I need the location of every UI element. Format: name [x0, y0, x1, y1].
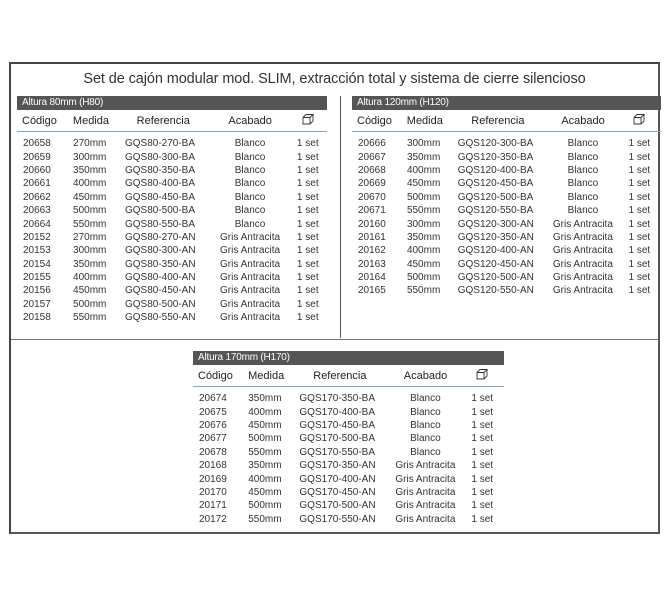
page-title: Set de cajón modular mod. SLIM, extracción total y sistema de cierre silencioso — [83, 71, 586, 87]
cell-cantidad: 1 set — [296, 151, 319, 163]
cell-codigo: 20674 — [199, 393, 227, 405]
cell-cantidad: 1 set — [296, 178, 319, 190]
cell-cantidad: 1 set — [471, 406, 494, 418]
cell-medida: 450mm — [248, 419, 282, 431]
cell-codigo: 20663 — [23, 205, 51, 217]
cell-codigo: 20678 — [199, 446, 227, 458]
cell-acabado: Gris Antracita — [220, 312, 281, 324]
cell-medida: 450mm — [406, 178, 441, 190]
cell-medida: 550mm — [406, 205, 441, 217]
column-header-codigo: Código — [198, 369, 233, 382]
cell-cantidad: 1 set — [471, 513, 494, 525]
table-column-headers — [352, 110, 661, 132]
cell-medida: 400mm — [248, 406, 282, 418]
cell-acabado: Blanco — [234, 191, 266, 203]
cell-medida: 550mm — [248, 446, 282, 458]
cell-cantidad: 1 set — [628, 285, 651, 297]
cell-codigo: 20157 — [23, 298, 51, 310]
cell-medida: 500mm — [248, 500, 282, 512]
cell-referencia: GQS120-300-AN — [457, 218, 534, 230]
cell-codigo: 20154 — [23, 258, 51, 270]
cell-referencia: GQS170-450-BA — [299, 419, 376, 431]
cell-cantidad: 1 set — [471, 393, 494, 405]
table-row — [17, 311, 327, 324]
box-icon — [633, 113, 645, 125]
cell-acabado: Gris Antracita — [395, 500, 456, 512]
cell-medida: 550mm — [73, 312, 107, 324]
cell-referencia: GQS80-400-BA — [124, 178, 196, 190]
column-header-codigo: Código — [357, 114, 392, 127]
cell-codigo: 20671 — [358, 205, 386, 217]
box-icon — [302, 113, 314, 125]
cell-medida: 500mm — [406, 272, 441, 284]
cell-acabado: Gris Antracita — [220, 231, 281, 243]
cell-medida: 500mm — [73, 205, 107, 217]
cell-medida: 450mm — [248, 486, 282, 498]
cell-medida: 400mm — [406, 245, 441, 257]
table-row — [17, 298, 327, 311]
cell-acabado: Blanco — [410, 419, 441, 431]
cell-cantidad: 1 set — [296, 205, 319, 217]
cell-acabado: Gris Antracita — [552, 245, 613, 257]
cell-cantidad: 1 set — [628, 205, 651, 217]
cell-cantidad: 1 set — [471, 500, 494, 512]
cell-acabado: Gris Antracita — [552, 285, 613, 297]
table-row — [193, 405, 504, 418]
cell-referencia: GQS120-450-AN — [457, 258, 534, 270]
cell-codigo: 20163 — [358, 258, 386, 270]
cell-codigo: 20155 — [23, 272, 51, 284]
cell-referencia: GQS170-350-BA — [299, 393, 376, 405]
cell-acabado: Blanco — [234, 178, 266, 190]
cell-codigo: 20172 — [199, 513, 227, 525]
cell-acabado: Blanco — [410, 393, 441, 405]
table-row — [17, 137, 327, 150]
cell-codigo: 20676 — [199, 419, 227, 431]
cell-medida: 300mm — [406, 138, 441, 150]
cell-acabado: Gris Antracita — [552, 272, 613, 284]
cell-cantidad: 1 set — [296, 298, 319, 310]
cell-cantidad: 1 set — [471, 486, 494, 498]
table-row — [193, 486, 504, 499]
cell-acabado: Gris Antracita — [395, 513, 456, 525]
cell-codigo: 20170 — [199, 486, 227, 498]
cell-cantidad: 1 set — [296, 245, 319, 257]
table-row — [352, 244, 661, 257]
table-row — [193, 419, 504, 432]
table-row — [352, 258, 661, 271]
cell-cantidad: 1 set — [628, 245, 651, 257]
cell-cantidad: 1 set — [296, 258, 319, 270]
table-row — [193, 432, 504, 445]
cell-codigo: 20659 — [23, 151, 51, 163]
cell-medida: 300mm — [73, 151, 107, 163]
column-header-medida: Medida — [406, 114, 443, 127]
cell-medida: 350mm — [248, 393, 282, 405]
cell-medida: 550mm — [73, 218, 107, 230]
cell-acabado: Blanco — [567, 191, 599, 203]
cell-referencia: GQS120-400-BA — [457, 164, 534, 176]
cell-acabado: Gris Antracita — [220, 258, 281, 270]
cell-cantidad: 1 set — [296, 164, 319, 176]
cell-referencia: GQS80-550-BA — [124, 218, 196, 230]
table-column-headers — [193, 365, 504, 387]
cell-medida: 350mm — [406, 231, 441, 243]
cell-cantidad: 1 set — [628, 272, 651, 284]
cell-codigo: 20156 — [23, 285, 51, 297]
cell-cantidad: 1 set — [628, 258, 651, 270]
table-row — [17, 217, 327, 230]
cell-medida: 270mm — [73, 231, 107, 243]
cell-medida: 500mm — [248, 433, 282, 445]
table-column-headers — [17, 110, 327, 132]
table-h120 — [352, 96, 661, 298]
table-row — [352, 191, 661, 204]
cell-cantidad: 1 set — [628, 231, 651, 243]
cell-cantidad: 1 set — [296, 231, 319, 243]
cell-cantidad: 1 set — [471, 446, 494, 458]
column-header-referencia: Referencia — [471, 114, 525, 127]
cell-cantidad: 1 set — [628, 191, 651, 203]
cell-referencia: GQS80-400-AN — [124, 272, 196, 284]
cell-codigo: 20661 — [23, 178, 51, 190]
cell-referencia: GQS80-300-AN — [124, 245, 196, 257]
cell-acabado: Blanco — [234, 205, 266, 217]
cell-medida: 270mm — [73, 138, 107, 150]
cell-acabado: Blanco — [567, 164, 599, 176]
cell-referencia: GQS170-400-BA — [299, 406, 376, 418]
cell-codigo: 20669 — [358, 178, 386, 190]
cell-acabado: Gris Antracita — [220, 285, 281, 297]
cell-medida: 450mm — [406, 258, 441, 270]
table-row — [193, 446, 504, 459]
table-row — [352, 150, 661, 163]
cell-cantidad: 1 set — [471, 433, 494, 445]
cell-referencia: GQS80-350-AN — [124, 258, 196, 270]
cell-cantidad: 1 set — [471, 460, 494, 472]
column-header-cantidad — [618, 113, 661, 128]
table-row — [17, 191, 327, 204]
cell-cantidad: 1 set — [628, 164, 651, 176]
cell-codigo: 20161 — [358, 231, 386, 243]
cell-acabado: Blanco — [234, 164, 266, 176]
cell-codigo: 20658 — [23, 138, 51, 150]
cell-medida: 450mm — [73, 191, 107, 203]
cell-acabado: Blanco — [410, 433, 441, 445]
cell-referencia: GQS120-500-BA — [457, 191, 534, 203]
vertical-divider — [340, 96, 341, 338]
table-row — [352, 137, 661, 150]
product-table-frame — [9, 62, 660, 534]
table-header-bar: Altura 120mm (H120) — [352, 96, 661, 110]
cell-referencia: GQS170-500-BA — [299, 433, 376, 445]
column-header-medida: Medida — [248, 369, 285, 382]
cell-cantidad: 1 set — [628, 218, 651, 230]
cell-referencia: GQS80-270-AN — [124, 231, 196, 243]
cell-cantidad: 1 set — [296, 272, 319, 284]
column-header-referencia: Referencia — [313, 369, 367, 382]
cell-medida: 350mm — [73, 164, 107, 176]
cell-codigo: 20164 — [358, 272, 386, 284]
cell-medida: 300mm — [406, 218, 441, 230]
cell-codigo: 20677 — [199, 433, 227, 445]
cell-acabado: Gris Antracita — [552, 258, 613, 270]
cell-medida: 450mm — [73, 285, 107, 297]
cell-acabado: Blanco — [410, 446, 441, 458]
cell-codigo: 20158 — [23, 312, 51, 324]
table-row — [352, 204, 661, 217]
cell-cantidad: 1 set — [628, 138, 651, 150]
cell-cantidad: 1 set — [296, 191, 319, 203]
cell-medida: 350mm — [248, 460, 282, 472]
cell-codigo: 20664 — [23, 218, 51, 230]
cell-referencia: GQS170-400-AN — [299, 473, 376, 485]
cell-referencia: GQS80-450-BA — [124, 191, 196, 203]
cell-referencia: GQS120-350-AN — [457, 231, 534, 243]
cell-referencia: GQS120-550-AN — [457, 285, 534, 297]
table-row — [17, 258, 327, 271]
column-header-acabado: Acabado — [228, 114, 272, 127]
column-header-cantidad — [289, 113, 327, 128]
cell-cantidad: 1 set — [471, 473, 494, 485]
cell-codigo: 20675 — [199, 406, 227, 418]
cell-referencia: GQS170-550-BA — [299, 446, 376, 458]
table-h80 — [17, 96, 327, 324]
table-row — [17, 204, 327, 217]
cell-referencia: GQS170-350-AN — [299, 460, 376, 472]
table-row — [352, 284, 661, 297]
cell-cantidad: 1 set — [628, 178, 651, 190]
cell-referencia: GQS170-550-AN — [299, 513, 376, 525]
table-row — [193, 513, 504, 526]
cell-acabado: Gris Antracita — [552, 231, 613, 243]
cell-medida: 400mm — [73, 178, 107, 190]
cell-medida: 500mm — [406, 191, 441, 203]
table-row — [17, 244, 327, 257]
column-header-cantidad — [461, 368, 505, 383]
cell-medida: 500mm — [73, 298, 107, 310]
cell-codigo: 20171 — [199, 500, 227, 512]
cell-codigo: 20153 — [23, 245, 51, 257]
table-row — [17, 284, 327, 297]
cell-medida: 350mm — [406, 151, 441, 163]
cell-codigo: 20160 — [358, 218, 386, 230]
cell-referencia: GQS80-270-BA — [124, 138, 196, 150]
table-row — [17, 164, 327, 177]
cell-referencia: GQS80-500-AN — [124, 298, 196, 310]
table-h170 — [193, 351, 504, 526]
cell-acabado: Blanco — [567, 138, 599, 150]
table-header-bar: Altura 80mm (H80) — [17, 96, 327, 110]
cell-cantidad: 1 set — [296, 285, 319, 297]
cell-acabado: Blanco — [567, 205, 599, 217]
cell-referencia: GQS80-450-AN — [124, 285, 196, 297]
cell-acabado: Blanco — [410, 406, 441, 418]
cell-codigo: 20666 — [358, 138, 386, 150]
table-row — [17, 231, 327, 244]
cell-codigo: 20667 — [358, 151, 386, 163]
cell-cantidad: 1 set — [471, 419, 494, 431]
column-header-acabado: Acabado — [403, 369, 448, 382]
column-header-referencia: Referencia — [136, 114, 190, 127]
cell-medida: 550mm — [248, 513, 282, 525]
cell-codigo: 20662 — [23, 191, 51, 203]
cell-referencia: GQS80-300-BA — [124, 151, 196, 163]
table-row — [17, 177, 327, 190]
box-icon — [476, 368, 488, 380]
column-header-medida: Medida — [72, 114, 109, 127]
cell-referencia: GQS120-400-AN — [457, 245, 534, 257]
cell-acabado: Gris Antracita — [220, 245, 281, 257]
table-row — [352, 164, 661, 177]
table-row — [193, 392, 504, 405]
cell-medida: 300mm — [73, 245, 107, 257]
cell-acabado: Gris Antracita — [220, 298, 281, 310]
cell-referencia: GQS170-450-AN — [299, 486, 376, 498]
cell-referencia: GQS80-350-BA — [124, 164, 196, 176]
cell-acabado: Blanco — [234, 138, 266, 150]
cell-referencia: GQS120-500-AN — [457, 272, 534, 284]
cell-acabado: Gris Antracita — [395, 460, 456, 472]
cell-codigo: 20668 — [358, 164, 386, 176]
cell-medida: 400mm — [248, 473, 282, 485]
table-row — [352, 217, 661, 230]
table-row — [193, 499, 504, 512]
cell-medida: 350mm — [73, 258, 107, 270]
cell-cantidad: 1 set — [296, 312, 319, 324]
table-header-bar: Altura 170mm (H170) — [193, 351, 504, 365]
column-header-codigo: Código — [22, 114, 57, 127]
cell-acabado: Blanco — [567, 178, 599, 190]
cell-acabado: Gris Antracita — [395, 486, 456, 498]
horizontal-divider — [11, 339, 658, 340]
cell-codigo: 20670 — [358, 191, 386, 203]
cell-codigo: 20169 — [199, 473, 227, 485]
table-row — [17, 150, 327, 163]
table-row — [193, 459, 504, 472]
cell-referencia: GQS170-500-AN — [299, 500, 376, 512]
cell-cantidad: 1 set — [628, 151, 651, 163]
cell-codigo: 20162 — [358, 245, 386, 257]
cell-codigo: 20152 — [23, 231, 51, 243]
cell-medida: 400mm — [73, 272, 107, 284]
cell-acabado: Blanco — [567, 151, 599, 163]
cell-medida: 400mm — [406, 164, 441, 176]
table-row — [352, 231, 661, 244]
cell-referencia: GQS120-450-BA — [457, 178, 534, 190]
cell-referencia: GQS80-550-AN — [124, 312, 196, 324]
table-body — [193, 387, 504, 526]
cell-acabado: Blanco — [234, 218, 266, 230]
table-row — [193, 472, 504, 485]
cell-acabado: Gris Antracita — [220, 272, 281, 284]
column-header-acabado: Acabado — [561, 114, 605, 127]
cell-cantidad: 1 set — [296, 218, 319, 230]
cell-cantidad: 1 set — [296, 138, 319, 150]
table-row — [352, 177, 661, 190]
cell-acabado: Blanco — [234, 151, 266, 163]
cell-referencia: GQS120-300-BA — [457, 138, 534, 150]
cell-referencia: GQS120-350-BA — [457, 151, 534, 163]
cell-referencia: GQS80-500-BA — [124, 205, 196, 217]
cell-medida: 550mm — [406, 285, 441, 297]
table-body — [352, 132, 661, 298]
cell-codigo: 20165 — [358, 285, 386, 297]
cell-referencia: GQS120-550-BA — [457, 205, 534, 217]
table-body — [17, 132, 327, 324]
cell-acabado: Gris Antracita — [395, 473, 456, 485]
cell-codigo: 20660 — [23, 164, 51, 176]
table-row — [17, 271, 327, 284]
cell-codigo: 20168 — [199, 460, 227, 472]
cell-acabado: Gris Antracita — [552, 218, 613, 230]
table-row — [352, 271, 661, 284]
